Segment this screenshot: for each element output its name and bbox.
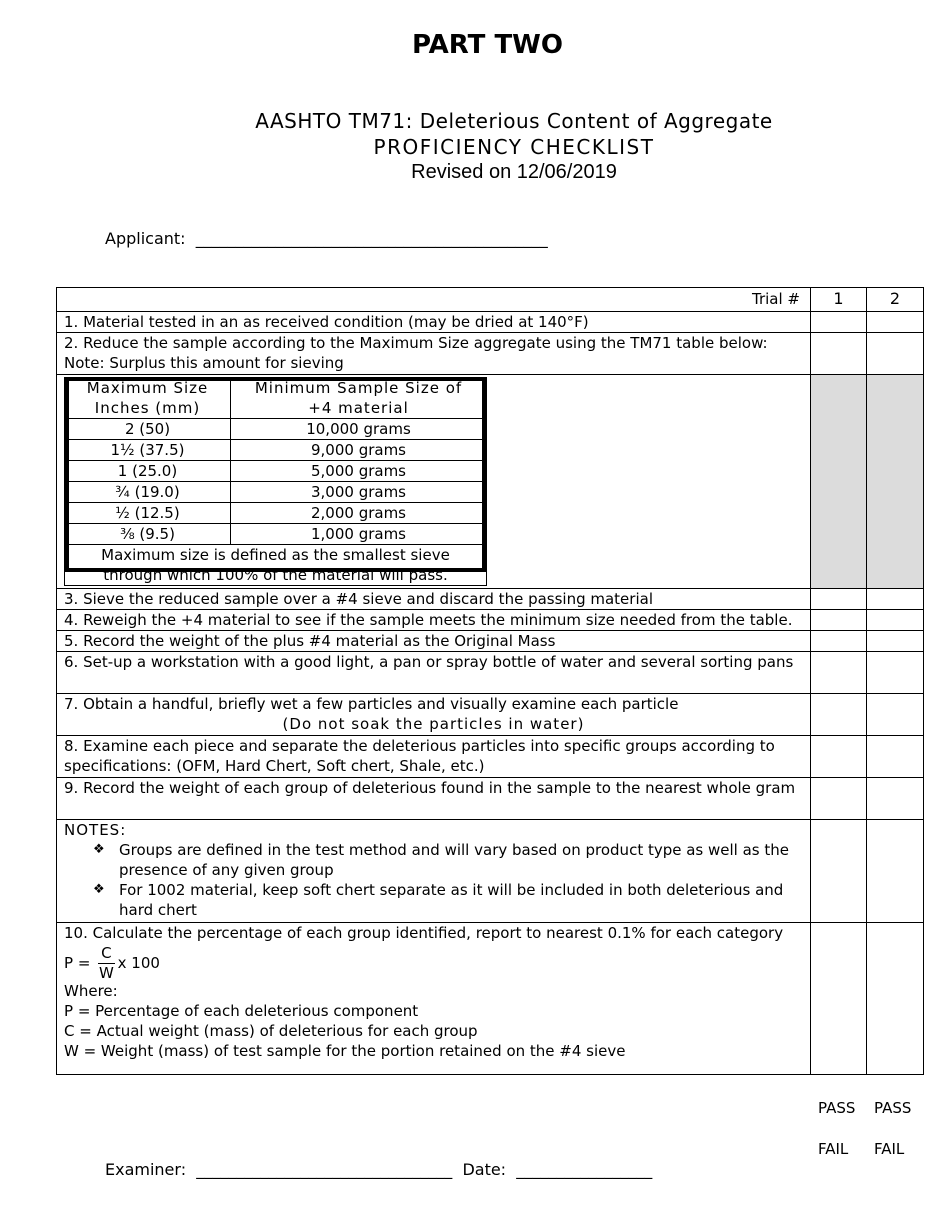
trial-2-check[interactable] <box>867 923 924 1075</box>
pass-trial-2[interactable]: PASS <box>874 1099 912 1117</box>
step-10 <box>57 923 811 1075</box>
step-6: 6. Set-up a workstation with a good light, a pan or spray bottle of water and several sorting pans <box>57 652 811 694</box>
revision-date: Revised on 12/06/2019 <box>411 161 617 183</box>
notes-cell <box>57 820 811 923</box>
step-4: 4. Reweigh the +4 material to see if the sample meets the minimum size needed from the table. <box>57 610 811 631</box>
examiner-line <box>105 1160 652 1179</box>
size-col-header: Maximum Size Inches (mm) <box>65 378 231 419</box>
step-10-text: 10. Calculate the percentage of each group identified, report to nearest 0.1% for each category <box>64 924 784 942</box>
size-table-footnote: Maximum size is defined as the smallest sieve through which 100% of the material will pass. <box>65 545 487 586</box>
mass-cell: 10,000 grams <box>231 419 487 440</box>
trial-1-check[interactable] <box>811 631 867 652</box>
size-cell: ¾ (19.0) <box>65 482 231 503</box>
trial-1-check[interactable] <box>811 333 867 375</box>
definition-w: W = Weight (mass) of test sample for the portion retained on the #4 sieve <box>64 1042 626 1060</box>
doc-subheading: PROFICIENCY CHECKLIST <box>373 135 655 159</box>
doc-heading: AASHTO TM71: Deleterious Content of Aggregate <box>255 109 773 133</box>
applicant-line <box>105 229 548 248</box>
size-table <box>64 377 487 586</box>
trial-2-check[interactable] <box>867 333 924 375</box>
date-field[interactable]: _________________ <box>516 1160 653 1179</box>
definition-c: C = Actual weight (mass) of deleterious for each group <box>64 1022 478 1040</box>
size-cell: 1 (25.0) <box>65 461 231 482</box>
trial-2-check[interactable] <box>867 736 924 778</box>
size-cell: ⅜ (9.5) <box>65 524 231 545</box>
step-1: 1. Material tested in an as received condition (may be dried at 140°F) <box>57 312 811 333</box>
trial-2-check[interactable] <box>867 589 924 610</box>
step-2-text: 2. Reduce the sample according to the Maximum Size aggregate using the TM71 table below: <box>64 334 768 352</box>
mass-cell: 3,000 grams <box>231 482 487 503</box>
checklist-table <box>56 287 924 1075</box>
formula-numerator: C <box>98 944 114 964</box>
step-8: 8. Examine each piece and separate the deleterious particles into specific groups according to specifications: (OFM, Hard Chert, Soft chert, Shale, etc.) <box>57 736 811 778</box>
step-7-text: 7. Obtain a handful, briefly wet a few particles and visually examine each particle <box>64 695 679 713</box>
sample-col-header: Minimum Sample Size of +4 material <box>231 378 487 419</box>
size-table-cell <box>57 375 811 589</box>
size-table-box <box>64 377 487 586</box>
mass-cell: 2,000 grams <box>231 503 487 524</box>
trial-1-check[interactable] <box>811 923 867 1075</box>
examiner-label: Examiner: <box>105 1160 187 1179</box>
applicant-field[interactable]: ____________________________________________ <box>195 229 548 248</box>
step-7-note: (Do not soak the particles in water) <box>282 715 585 733</box>
fail-trial-2[interactable]: FAIL <box>874 1140 905 1158</box>
step-2 <box>57 333 811 375</box>
applicant-label: Applicant: <box>105 229 186 248</box>
trial-header: Trial # <box>57 288 811 312</box>
page-title: PART TWO <box>412 30 563 60</box>
size-cell: ½ (12.5) <box>65 503 231 524</box>
size-cell: 1½ (37.5) <box>65 440 231 461</box>
date-label: Date: <box>462 1160 507 1179</box>
trial-2-check[interactable] <box>867 820 924 923</box>
step-3: 3. Sieve the reduced sample over a #4 sieve and discard the passing material <box>57 589 811 610</box>
pass-trial-1[interactable]: PASS <box>818 1099 856 1117</box>
trial-1-check[interactable] <box>811 652 867 694</box>
mass-cell: 1,000 grams <box>231 524 487 545</box>
trial-1-shaded <box>811 375 867 589</box>
step-7 <box>57 694 811 736</box>
trial-1-header: 1 <box>811 288 867 312</box>
note-item: ❖ For 1002 material, keep soft chert separate as it will be included in both deleterious and hard chert <box>119 880 803 920</box>
formula-fraction <box>98 944 114 983</box>
trial-2-check[interactable] <box>867 631 924 652</box>
step-2-note: Note: Surplus this amount for sieving <box>64 354 344 372</box>
formula <box>64 944 803 983</box>
trial-1-check[interactable] <box>811 589 867 610</box>
formula-denominator: W <box>98 964 114 982</box>
mass-cell: 5,000 grams <box>231 461 487 482</box>
where-label: Where: <box>64 982 118 1000</box>
trial-2-check[interactable] <box>867 778 924 820</box>
trial-2-header: 2 <box>867 288 924 312</box>
trial-2-shaded <box>867 375 924 589</box>
notes-label: NOTES: <box>64 821 127 839</box>
note-item: ❖ Groups are defined in the test method and will vary based on product type as well as the presence of any given group <box>119 840 803 880</box>
trial-1-check[interactable] <box>811 820 867 923</box>
step-5: 5. Record the weight of the plus #4 material as the Original Mass <box>57 631 811 652</box>
trial-1-check[interactable] <box>811 694 867 736</box>
size-cell: 2 (50) <box>65 419 231 440</box>
trial-1-check[interactable] <box>811 610 867 631</box>
formula-lhs: P = <box>64 954 91 972</box>
notes-list <box>64 840 803 920</box>
fail-trial-1[interactable]: FAIL <box>818 1140 849 1158</box>
trial-2-check[interactable] <box>867 610 924 631</box>
formula-rhs: x 100 <box>117 954 160 972</box>
definition-p: P = Percentage of each deleterious component <box>64 1002 419 1020</box>
trial-1-check[interactable] <box>811 312 867 333</box>
trial-2-check[interactable] <box>867 694 924 736</box>
trial-2-check[interactable] <box>867 312 924 333</box>
examiner-field[interactable]: ________________________________ <box>196 1160 453 1179</box>
trial-1-check[interactable] <box>811 778 867 820</box>
trial-2-check[interactable] <box>867 652 924 694</box>
mass-cell: 9,000 grams <box>231 440 487 461</box>
step-9: 9. Record the weight of each group of deleterious found in the sample to the nearest whole gram <box>57 778 811 820</box>
trial-1-check[interactable] <box>811 736 867 778</box>
